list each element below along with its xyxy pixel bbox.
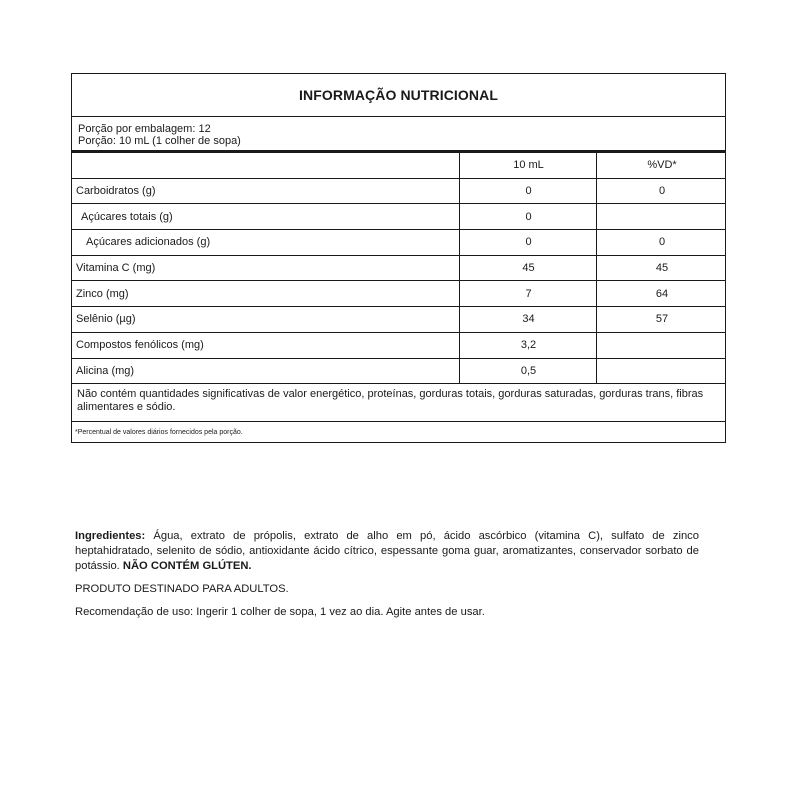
table-row <box>72 281 725 307</box>
table-row <box>72 256 725 282</box>
nutrient-daily-value: 57 <box>596 307 727 332</box>
gluten-warning: NÃO CONTÉM GLÚTEN. <box>122 560 252 572</box>
table-row <box>72 307 725 333</box>
serving-info <box>72 117 725 153</box>
nutrient-amount: 0 <box>459 179 597 204</box>
ingredients-text: Água, extrato de própolis, extrato de alho em pó, ácido ascórbico (vitamina C), sulfato de zinco heptahidratado, selenito de sódio, antioxidante ácido cítrico, espessante goma guar, aromatizantes, conservador sorbato de potássio. <box>75 530 699 572</box>
nutrient-daily-value <box>596 333 727 358</box>
nutrient-grid <box>72 153 725 384</box>
nutrient-name: Carboidratos (g) <box>76 185 156 198</box>
nutrient-amount: 45 <box>459 256 597 281</box>
table-row <box>72 204 725 230</box>
ingredients-label: Ingredientes: <box>75 530 146 542</box>
nutrient-amount: 7 <box>459 281 597 306</box>
table-row <box>72 179 725 205</box>
nutrient-daily-value <box>596 204 727 229</box>
nutrient-name: Compostos fenólicos (mg) <box>76 339 204 352</box>
not-significant-note: Não contém quantidades significativas de valor energético, proteínas, gorduras totais, gorduras saturadas, gorduras trans, fibras alimentares e sódio. <box>72 383 725 422</box>
nutrient-amount: 0,5 <box>459 359 597 384</box>
header-amount: 10 mL <box>459 153 597 178</box>
nutrient-name: Selênio (µg) <box>76 313 136 326</box>
header-row <box>72 153 725 179</box>
daily-value-footnote: *Percentual de valores diários fornecidos pela porção. <box>75 429 243 436</box>
nutrient-amount: 3,2 <box>459 333 597 358</box>
usage-recommendation: Recomendação de uso: Ingerir 1 colher de sopa, 1 vez ao dia. Agite antes de usar. <box>75 606 485 618</box>
table-row <box>72 359 725 385</box>
nutrient-amount: 34 <box>459 307 597 332</box>
header-daily-value: %VD* <box>596 153 727 178</box>
ingredients-paragraph <box>75 529 699 574</box>
nutrient-name: Açúcares adicionados (g) <box>86 236 211 249</box>
nutrient-daily-value: 0 <box>596 230 727 255</box>
adults-warning: PRODUTO DESTINADO PARA ADULTOS. <box>75 583 289 595</box>
nutrient-daily-value: 64 <box>596 281 727 306</box>
nutrient-daily-value <box>596 359 727 384</box>
table-row <box>72 333 725 359</box>
table-title: INFORMAÇÃO NUTRICIONAL <box>72 74 725 117</box>
table-row <box>72 230 725 256</box>
nutrient-name: Alicina (mg) <box>76 364 135 377</box>
nutrient-amount: 0 <box>459 230 597 255</box>
nutrient-name: Zinco (mg) <box>76 287 129 300</box>
nutrient-amount: 0 <box>459 204 597 229</box>
nutrient-daily-value: 45 <box>596 256 727 281</box>
nutrient-name: Vitamina C (mg) <box>76 262 156 275</box>
servings-per-package: Porção por embalagem: 12 <box>78 123 211 135</box>
nutrition-facts-table <box>71 73 726 443</box>
nutrient-daily-value: 0 <box>596 179 727 204</box>
serving-size: Porção: 10 mL (1 colher de sopa) <box>78 135 241 147</box>
nutrient-name: Açúcares totais (g) <box>81 210 173 223</box>
